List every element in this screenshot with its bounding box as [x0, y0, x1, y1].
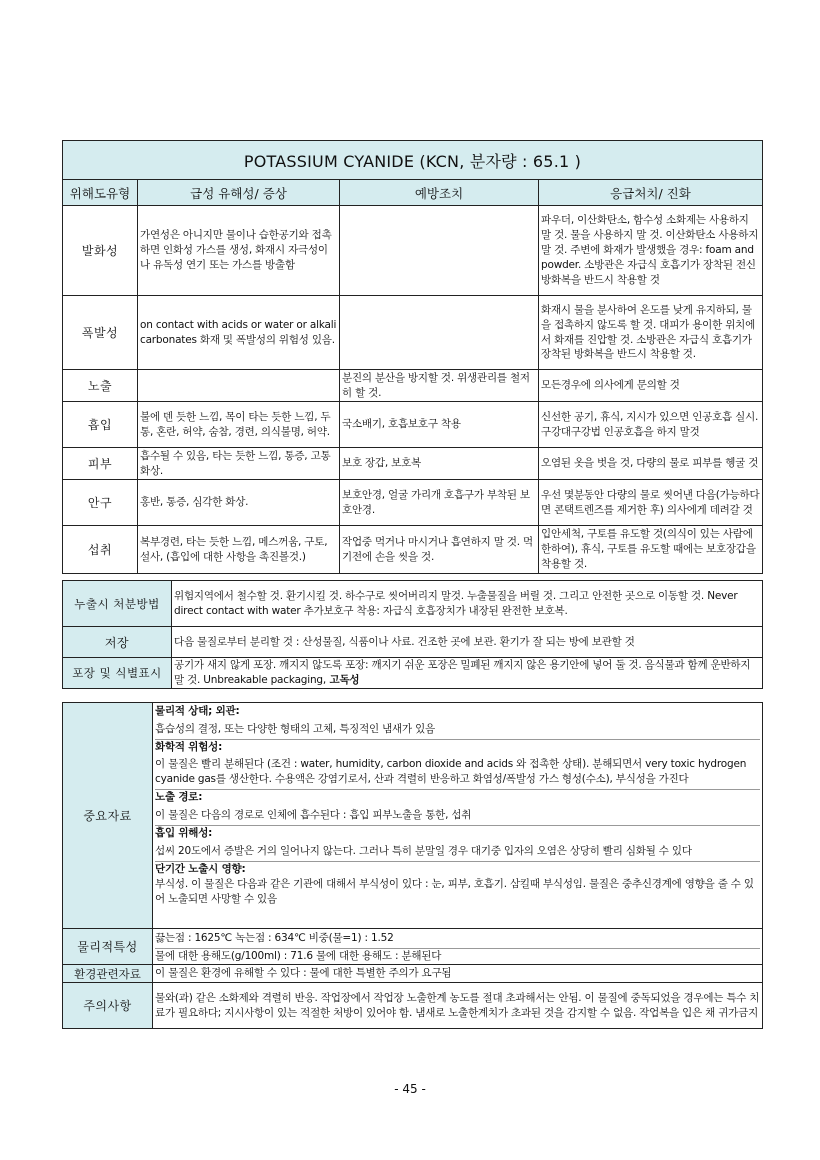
- first-aid-cell: 오염된 옷을 벗을 것, 다량의 물로 피부를 헹굴 것: [539, 448, 763, 480]
- environment-label: 환경관련자료: [63, 965, 153, 983]
- prevention-cell: 분진의 분산을 방지할 것. 위생관리를 철저히 할 것.: [340, 370, 539, 402]
- table-row: [63, 370, 763, 402]
- table-row: [63, 658, 763, 689]
- table-row: [63, 480, 763, 526]
- symptom-cell: 홍반, 통증, 심각한 화상.: [138, 480, 340, 526]
- handling-table: [62, 580, 763, 689]
- physical-properties-label: 물리적특성: [63, 929, 153, 965]
- storage-text: 다음 물질로부터 분리할 것 : 산성물질, 식품이나 사료. 건조한 곳에 보관. 환기가 잘 되는 방에 보관할 것: [172, 627, 763, 658]
- caution-label: 주의사항: [63, 983, 153, 1029]
- data-table: [62, 702, 763, 1029]
- header-prevention: 예방조치: [340, 180, 539, 206]
- table-row: [63, 526, 763, 574]
- prevention-cell: [340, 206, 539, 296]
- symptom-cell: 불에 덴 듯한 느낌, 목이 타는 듯한 느낌, 두통, 혼란, 허약, 숨참, 경련, 의식불명, 허약.: [138, 402, 340, 448]
- physical-properties-line2: 물에 대한 용해도(g/100ml) : 71.6 물에 대한 용해도 : 분해된다: [155, 950, 442, 962]
- physical-properties-line1: 끓는점 : 1625℃ 녹는점 : 634℃ 비중(물=1) : 1.52: [155, 929, 760, 949]
- prevention-cell: 국소배기, 호흡보호구 착용: [340, 402, 539, 448]
- first-aid-cell: 모든경우에 의사에게 문의할 것: [539, 370, 763, 402]
- header-symptom: 급성 유해성/ 증상: [138, 180, 340, 206]
- physical-state-body: 흡습성의 결정, 또는 다양한 형태의 고체, 특징적인 냄새가 있음: [155, 720, 760, 740]
- table-row: [63, 581, 763, 627]
- symptom-cell: on contact with acids or water or alkali carbonates 화재 및 폭발성의 위험성 있음.: [138, 296, 340, 370]
- prevention-cell: 보호안경, 얼굴 가리개 호흡구가 부착된 보호안경.: [340, 480, 539, 526]
- table-row: [63, 448, 763, 480]
- hazard-type: 발화성: [63, 206, 138, 296]
- exposure-route-body: 이 물질은 다음의 경로로 인체에 흡수된다 : 흡입 피부노출을 통한, 섭취: [155, 806, 760, 826]
- short-term-exposure-heading: 단기간 노출시 영향:: [155, 862, 246, 875]
- symptom-cell: 가연성은 아니지만 물이나 습한공기와 접촉하면 인화성 가스를 생성, 화재시 자극성이나 유독성 연기 또는 가스를 방출함: [138, 206, 340, 296]
- important-data-cell: [153, 703, 763, 929]
- hazard-type: 피부: [63, 448, 138, 480]
- table-row: [63, 703, 763, 929]
- prevention-cell: 작업중 먹거나 마시거나 흡연하지 말 것. 먹기전에 손을 씻을 것.: [340, 526, 539, 574]
- caution-text: 물와(과) 같은 소화제와 격렬히 반응. 작업장에서 작업장 노출한계 농도를 절대 초과해서는 안됨. 이 물질에 중독되었을 경우에는 특수 치료가 필요하다; 지시사항이 있는 적절한 처방이 있어야 함. 냄새로 노출한계치가 초과된 것을 감지할 수 없음. 작업복을 입은 채 귀가금지: [153, 983, 763, 1029]
- packaging-label: 포장 및 식별표시: [63, 658, 172, 689]
- storage-label: 저장: [63, 627, 172, 658]
- symptom-cell: [138, 370, 340, 402]
- table-row: [63, 402, 763, 448]
- prevention-cell: [340, 296, 539, 370]
- page-number: - 45 -: [394, 1082, 426, 1096]
- packaging-hazard-class: 고독성: [326, 674, 360, 686]
- table-row: [63, 627, 763, 658]
- first-aid-cell: 우선 몇분동안 다량의 물로 씻어낸 다음(가능하다면 콘택트렌즈를 제거한 후) 의사에게 데려갈 것: [539, 480, 763, 526]
- prevention-cell: 보호 장갑, 보호복: [340, 448, 539, 480]
- spill-disposal-text: 위험지역에서 철수할 것. 환기시킬 것. 하수구로 씻어버리지 말것. 누출물질을 버릴 것. 그리고 안전한 곳으로 이동할 것. Never direct contact with water 추가보호구 착용: 자급식 호흡장치가 내장된 완전한 보호복.: [172, 581, 763, 627]
- short-term-exposure-body: 부식성. 이 물질은 다음과 같은 기관에 대해서 부식성이 있다 : 눈, 피부, 호흡기. 삼킬때 부식성임. 물질은 중추신경계에 영향을 줄 수 있어 노출되면 사망할 수 있음: [155, 878, 754, 906]
- hazard-type: 흡입: [63, 402, 138, 448]
- hazard-type: 폭발성: [63, 296, 138, 370]
- first-aid-cell: 화재시 물을 분사하여 온도를 낮게 유지하되, 물을 접촉하지 않도록 할 것. 대피가 용이한 위치에서 화재를 진압할 것. 소방관은 자급식 호흡기가 장착된 방화복을 반드시 착용할 것.: [539, 296, 763, 370]
- packaging-text: 공기가 새지 않게 포장. 깨지지 않도록 포장: 깨지기 쉬운 포장은 밀폐된 깨지지 않은 용기안에 넣어 둘 것. 음식물과 함께 운반하지 말 것. Unbreakable packaging,: [174, 659, 751, 686]
- spill-disposal-label: 누출시 처분방법: [63, 581, 172, 627]
- header-first-aid: 응급처치/ 진화: [539, 180, 763, 206]
- first-aid-cell: 신선한 공기, 휴식, 지시가 있으면 인공호흡 실시. 구강대구강법 인공호흡을 하지 말것: [539, 402, 763, 448]
- hazard-type: 노출: [63, 370, 138, 402]
- exposure-route-heading: 노출 경로:: [155, 791, 203, 804]
- physical-state-heading: 물리적 상태; 외관:: [155, 705, 240, 717]
- first-aid-cell: 입안세척, 구토를 유도할 것(의식이 있는 사람에 한하여), 휴식, 구토를 유도할 때에는 보호장갑을 착용할 것.: [539, 526, 763, 574]
- important-data-label: 중요자료: [63, 703, 153, 929]
- symptom-cell: 흡수될 수 있음, 타는 듯한 느낌, 통증, 고통화상.: [138, 448, 340, 480]
- hazard-type: 섭취: [63, 526, 138, 574]
- table-row: [63, 929, 763, 965]
- table-row: [63, 206, 763, 296]
- hazard-type: 안구: [63, 480, 138, 526]
- table-row: [63, 965, 763, 983]
- chemical-hazard-heading: 화학적 위험성:: [155, 740, 223, 753]
- symptom-cell: 복부경련, 타는 듯한 느낌, 메스꺼움, 구토, 설사, (흡입에 대한 사항을 촉진볼것.): [138, 526, 340, 574]
- inhalation-hazard-heading: 흡입 위해성:: [155, 826, 213, 839]
- packaging-cell: [172, 658, 763, 689]
- physical-properties-cell: [153, 929, 763, 965]
- first-aid-cell: 파우더, 이산화탄소, 함수성 소화제는 사용하지 말 것. 물을 사용하지 말 것. 이산화탄소 사용하지 말 것. 주변에 화재가 발생했을 경우: foam and powder. 소방관은 자급식 호흡기가 장착된 전신 방화복을 반드시 착용할 것: [539, 206, 763, 296]
- chemical-hazard-body: 이 물질은 빨리 분해된다 (조건 : water, humidity, carbon dioxide and acids 와 접촉한 상태). 분해되면서 very toxic hydrogen cyanide gas를 생산한다. 수용액은 강염기로서, 산과 격렬히 반응하고 화염성/폭발성 가스 형성(수소), 부식성을 가진다: [155, 755, 760, 790]
- hazard-table: [62, 140, 763, 574]
- table-row: [63, 983, 763, 1029]
- inhalation-hazard-body: 섭씨 20도에서 증발은 거의 일어나지 않는다. 그러나 특히 분말일 경우 대기중 입자의 오염은 상당히 빨리 심화될 수 있다: [155, 842, 760, 862]
- substance-title: POTASSIUM CYANIDE (KCN, 분자량 : 65.1 ): [63, 141, 763, 180]
- header-hazard-type: 위해도유형: [63, 180, 138, 206]
- environment-text: 이 물질은 환경에 유해할 수 있다 : 물에 대한 특별한 주의가 요구됨: [153, 965, 763, 983]
- table-row: [63, 296, 763, 370]
